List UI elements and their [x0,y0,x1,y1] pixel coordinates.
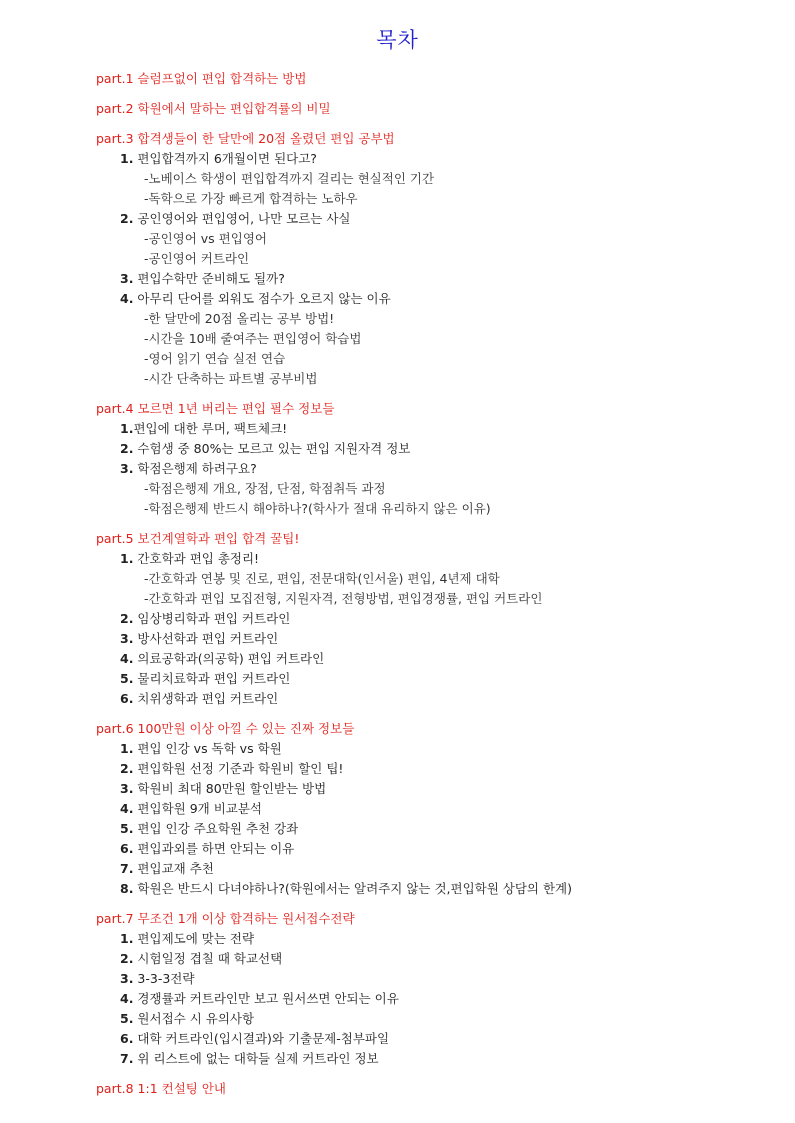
toc-item-text: 아무리 단어를 외워도 점수가 오르지 않는 이유 [133,291,391,306]
toc-item[interactable] [120,799,262,817]
toc-item-number: 7. [120,861,134,876]
toc-item-text: 학점은행제 하려구요? [133,461,257,476]
toc-item-number: 3. [120,271,134,286]
toc-item-number: 6. [120,691,134,706]
toc-subitem[interactable]: -학점은행제 개요, 장점, 단점, 학점취득 과정 [144,481,386,496]
toc-item-text: 공인영어와 편입영어, 나만 모르는 사실 [133,211,351,226]
toc-item-text: 편입과외를 하면 안되는 이유 [133,841,295,856]
toc-item[interactable] [120,929,254,947]
toc-item[interactable] [120,549,259,567]
toc-part-heading[interactable]: part.7 무조건 1개 이상 합격하는 원서접수전략 [96,911,355,926]
toc-item[interactable] [120,269,285,287]
toc-item-text: 편입학원 선정 기준과 학원비 할인 팁! [133,761,344,776]
toc-subitem[interactable]: -공인영어 커트라인 [144,251,250,266]
toc-part-heading[interactable]: part.2 학원에서 말하는 편입합격률의 비밀 [96,101,331,116]
toc-item-number: 5. [120,821,134,836]
toc-item-text: 3-3-3전략 [133,971,195,986]
toc-item-text: 경쟁률과 커트라인만 보고 원서쓰면 안되는 이유 [133,991,399,1006]
toc-item-number: 3. [120,461,134,476]
toc-subitem[interactable]: -노베이스 학생이 편입합격까지 걸리는 현실적인 기간 [144,171,435,186]
toc-item-number: 1. [120,421,134,436]
toc-item-text: 방사선학과 편입 커트라인 [133,631,279,646]
toc-item[interactable] [120,879,572,897]
toc-item-text: 임상병리학과 편입 커트라인 [133,611,291,626]
toc-item-number: 3. [120,971,134,986]
page-title: 목차 [376,28,419,52]
toc-item[interactable] [120,459,257,477]
toc-part-heading[interactable]: part.8 1:1 컨설팅 안내 [96,1081,226,1096]
toc-item-text: 수험생 중 80%는 모르고 있는 편입 지원자격 정보 [133,441,411,456]
toc-item-text: 간호학과 편입 총정리! [133,551,260,566]
toc-item[interactable] [120,949,282,967]
toc-item-number: 2. [120,211,134,226]
toc-item-number: 5. [120,1011,134,1026]
toc-item-number: 6. [120,1031,134,1046]
toc-item[interactable] [120,609,290,627]
toc-item[interactable] [120,649,324,667]
toc-item[interactable] [120,859,214,877]
toc-item-number: 2. [120,441,134,456]
toc-subitem[interactable]: -간호학과 편입 모집전형, 지원자격, 전형방법, 편입경쟁률, 편입 커트라인 [144,591,543,606]
toc-part-heading[interactable]: part.6 100만원 이상 아낄 수 있는 진짜 정보들 [96,721,355,736]
toc-item-number: 2. [120,951,134,966]
toc-item-text: 학원은 반드시 다녀야하나?(학원에서는 알려주지 않는 것,편입학원 상담의 한계) [133,881,573,896]
toc-item[interactable] [120,1009,254,1027]
toc-item-number: 1. [120,151,134,166]
toc-item[interactable] [120,779,326,797]
toc-item-number: 3. [120,781,134,796]
toc-item[interactable] [120,739,282,757]
toc-subitem[interactable]: -한 달만에 20점 올리는 공부 방법! [144,311,335,326]
toc-item-text: 편입 인강 주요학원 추천 강좌 [133,821,299,836]
toc-item-number: 1. [120,551,134,566]
toc-item[interactable] [120,969,194,987]
toc-item-number: 2. [120,761,134,776]
toc-item[interactable] [120,689,278,707]
toc-item[interactable] [120,289,391,307]
toc-subitem[interactable]: -학점은행제 반드시 해야하나?(학사가 절대 유리하지 않은 이유) [144,501,491,516]
toc-subitem[interactable]: -시간 단축하는 파트별 공부비법 [144,371,318,386]
toc-item-text: 편입학원 9개 비교분석 [133,801,263,816]
toc-item[interactable] [120,819,298,837]
toc-subitem[interactable]: -영어 읽기 연습 실전 연습 [144,351,286,366]
toc-item[interactable] [120,1029,389,1047]
toc-item[interactable] [120,629,278,647]
toc-part-heading[interactable]: part.5 보건계열학과 편입 합격 꿀팁! [96,531,300,546]
toc-item[interactable] [120,759,343,777]
toc-item[interactable] [120,149,317,167]
toc-item-number: 4. [120,801,134,816]
toc-subitem[interactable]: -공인영어 vs 편입영어 [144,231,267,246]
toc-subitem[interactable]: -독학으로 가장 빠르게 합격하는 노하우 [144,191,358,206]
toc-part-heading[interactable]: part.4 모르면 1년 버리는 편입 필수 정보들 [96,401,335,416]
toc-item[interactable] [120,439,410,457]
toc-item-number: 6. [120,841,134,856]
toc-item[interactable] [120,419,287,437]
toc-item-number: 5. [120,671,134,686]
toc-item-text: 편입수학만 준비해도 될까? [133,271,285,286]
toc-item-text: 편입제도에 맞는 전략 [133,931,255,946]
toc-subitem[interactable]: -시간을 10배 줄여주는 편입영어 학습법 [144,331,362,346]
toc-item-number: 2. [120,611,134,626]
toc-item-number: 4. [120,651,134,666]
toc-item[interactable] [120,669,290,687]
toc-item-text: 시험일정 겹칠 때 학교선택 [133,951,283,966]
toc-item-text: 물리치료학과 편입 커트라인 [133,671,291,686]
toc-item-text: 학원비 최대 80만원 할인받는 방법 [133,781,327,796]
toc-item-number: 4. [120,991,134,1006]
toc-item-text: 편입 인강 vs 독학 vs 학원 [133,741,282,756]
toc-item-number: 1. [120,741,134,756]
toc-item-number: 1. [120,931,134,946]
toc-item[interactable] [120,209,351,227]
toc-item-text: 의료공학과(의공학) 편입 커트라인 [133,651,325,666]
toc-item-number: 3. [120,631,134,646]
toc-item-number: 4. [120,291,134,306]
toc-part-heading[interactable]: part.1 슬럼프없이 편입 합격하는 방법 [96,71,307,86]
toc-item-number: 8. [120,881,134,896]
toc-item-text: 편입에 대한 루머, 팩트체크! [133,421,288,436]
toc-item-text: 편입합격까지 6개월이면 된다고? [133,151,317,166]
toc-item-text: 원서접수 시 유의사항 [133,1011,255,1026]
toc-item-text: 치위생학과 편입 커트라인 [133,691,279,706]
toc-item-text: 편입교재 추천 [133,861,214,876]
toc-item[interactable] [120,839,294,857]
toc-subitem[interactable]: -간호학과 연봉 및 진로, 편입, 전문대학(인서울) 편입, 4년제 대학 [144,571,500,586]
toc-item-text: 대학 커트라인(입시결과)와 기출문제-첨부파일 [133,1031,390,1046]
toc-part-heading[interactable]: part.3 합격생들이 한 달만에 20점 올렸던 편입 공부법 [96,131,395,146]
toc-item-number: 7. [120,1051,134,1066]
toc-item-text: 위 리스트에 없는 대학들 실제 커트라인 정보 [133,1051,379,1066]
toc-item[interactable] [120,1049,379,1067]
toc-item[interactable] [120,989,399,1007]
